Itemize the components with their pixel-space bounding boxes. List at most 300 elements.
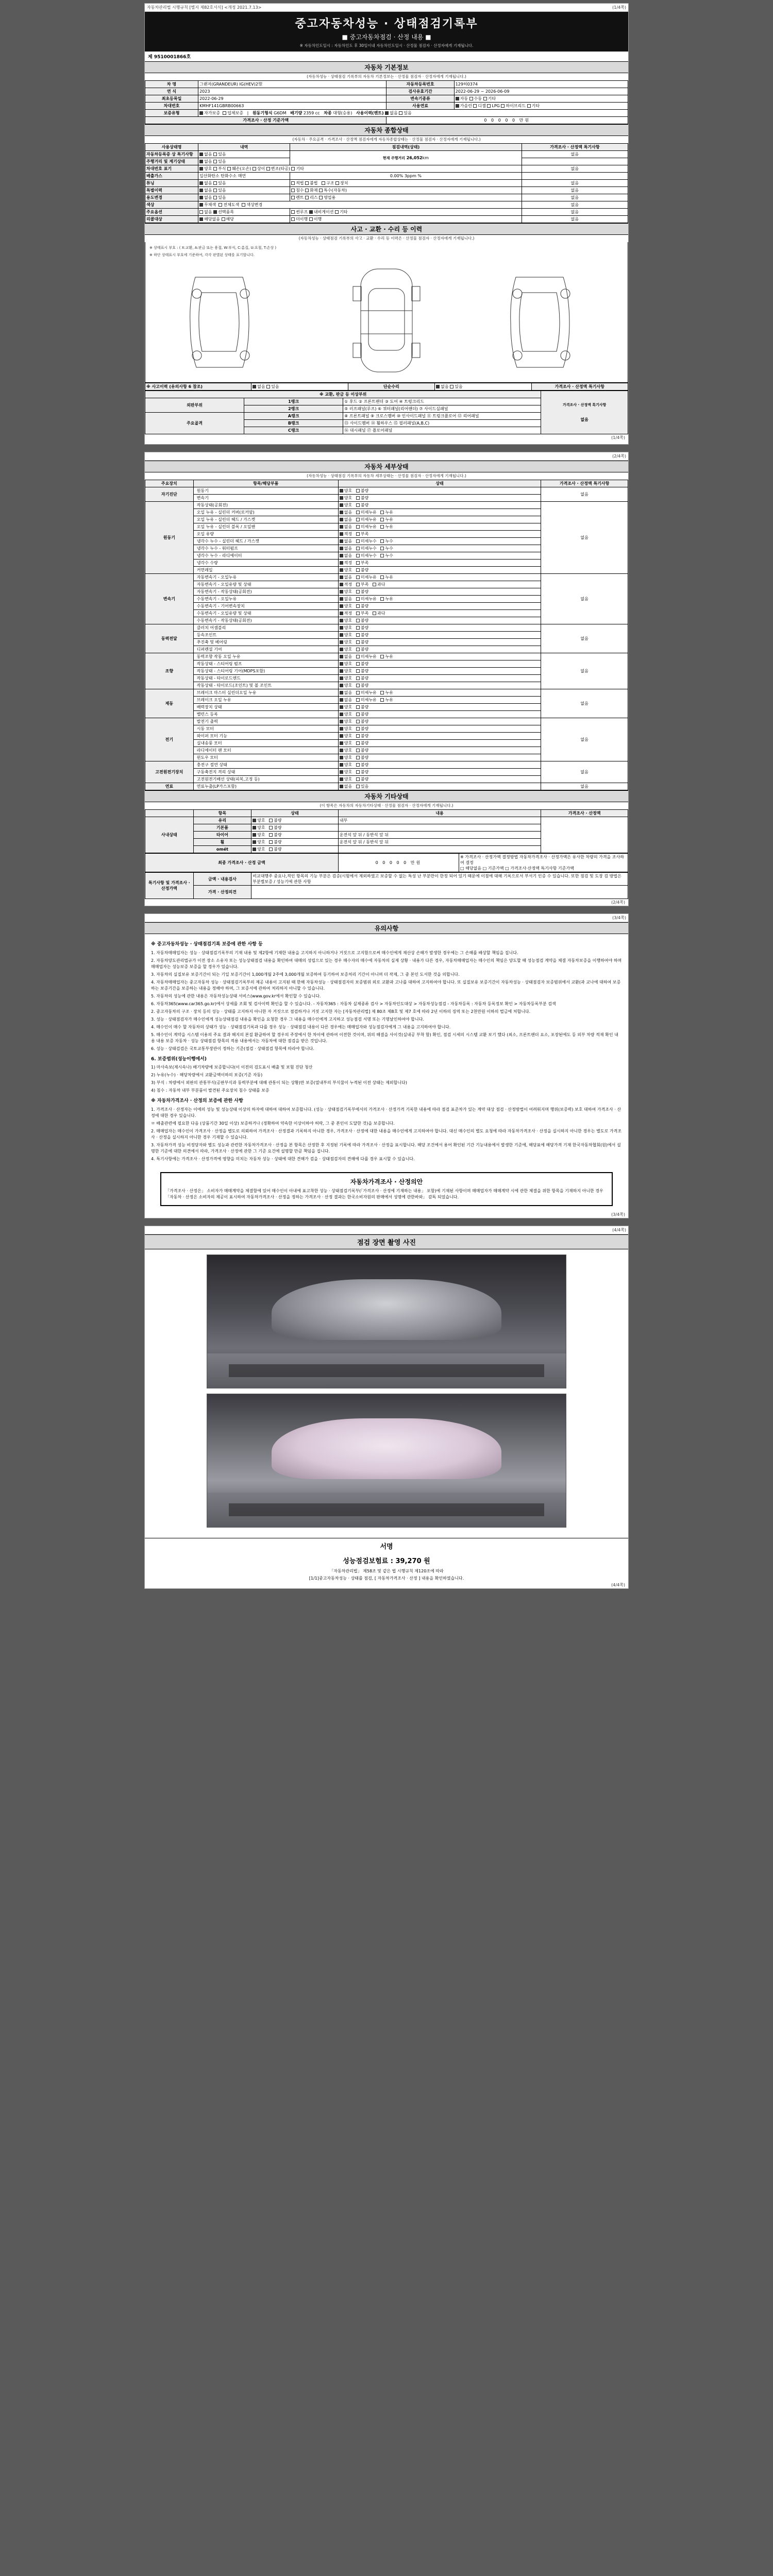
page3-number: (3/4쪽) (612, 916, 626, 920)
damage-diagram-box (145, 242, 628, 383)
device-state-options[interactable]: 적정 부족 과다 (338, 610, 541, 617)
value-accident-history[interactable]: 없음 있음 (251, 383, 348, 391)
device-item-label: 충전구 절연 상태 (193, 761, 338, 769)
row-label-color: 색상 (145, 201, 198, 209)
parts-rank-b: B랭크 (244, 420, 343, 427)
signature-row[interactable]: 서명 (145, 1538, 628, 1553)
notice-paragraph: 6. 자동차365(www.car365.go.kr)에서 상세를 조회 및 검사이력 확인을 할 수 있습니다. - 자동차365 : 자동차 실제종류 검사 > 자동차인도대상 > 자동차성능점검 - 자동차등록 : 자동차 등록정보 확인 > 자동차등록부분 검색 (151, 1001, 556, 1006)
table-row (145, 117, 628, 124)
device-state-options[interactable]: 양호 불량 (338, 718, 541, 725)
row-value-mileage[interactable]: 없음 있음 (198, 158, 290, 165)
notice-paragraph: ㅁ 배출관련에 필요한 다음 (상품기간 30일 이상) 보증하거나 (정확하여 약속한 이상이하야 허락, 그 중 본인이 도달한 것)을 보증합니다. (151, 1121, 395, 1126)
notice-paragraph: 3. 자동차의 실질보유 보증기간이 되는 기일 보증기간이 1,000개월 2주에 3,000개월 보증하여 등기하여 보증처리 기간이 아니며 더 작제, 그 중 본인 도서한 것을 의합니다. (151, 972, 460, 977)
device-state-options[interactable]: 양호 불량 (338, 567, 541, 574)
device-item-label: 배력장치 상태 (193, 704, 338, 711)
notice-body (145, 934, 628, 1167)
page4-footer: (4/4쪽) (611, 1583, 625, 1588)
page2-header (145, 452, 628, 461)
parts-rank-a: A랭크 (244, 413, 343, 420)
col-check-result: 점검내역(상태) (290, 144, 522, 151)
device-item-label: 변속기 (193, 495, 338, 502)
label-displacement: 배기량 (290, 111, 303, 115)
etc-state-options[interactable]: 양호 불량 (251, 824, 339, 832)
row-label-recall: 리콜대상 (145, 216, 198, 223)
device-item-label: 오일 누유 - 실린더 커버(로커암) (193, 509, 338, 516)
device-state-options[interactable]: 없음 미세누유 누유 (338, 523, 541, 531)
device-state-options[interactable]: 없음 미세누수 누수 (338, 538, 541, 545)
notice-paragraph: 2. 자동차양도관리법규가 이전 장소 소유자 또는 성능상태점검 내용을 확인하여 대매의 성립으로 있는 경우 매수자의 매수에 자동차의 실제 상황 · 내용가 다른 경우, 자동차매매업자는 매수인의 책임은 양도할 때 성능점검 계약을 체결 자동차보증을 이행하여야 하며 매매업자는 성능보증 보증을 할 경우가 있습니다. (151, 958, 622, 969)
row-memo-emission (522, 173, 628, 180)
row-value-options[interactable]: 썬루프 내비게이션 기타 (290, 209, 522, 216)
device-item-label: 밸런스 등록 (193, 711, 338, 718)
page1-header (145, 4, 628, 12)
device-state-options[interactable]: 양호 불량 (338, 668, 541, 675)
value-vin: KMHF141GBRB00663 (198, 103, 386, 110)
row-label-mileage: 주행거리 및 계기상태 (145, 158, 198, 165)
table-header-row (145, 144, 628, 151)
detail-condition-body (145, 487, 628, 790)
page-4 (144, 1226, 629, 1589)
document-title-bar (145, 12, 628, 52)
etc-state-options[interactable]: 양호 불량 (251, 846, 339, 853)
table-row (145, 103, 628, 110)
page2-footer: (2/4쪽) (611, 900, 625, 905)
device-state-options[interactable]: 양호 불량 (338, 617, 541, 624)
notice-section-3-list (151, 1107, 622, 1162)
device-item-label: 연료누출(LP가스포함) (193, 783, 338, 790)
row-memo-reg-doc: 없음 (522, 151, 628, 158)
parts-items-c: ⑯ 대시패널 ⑰ 플로어패널 (343, 427, 541, 434)
etc-item-label: 기본품 (193, 824, 251, 832)
parts-items-2: ⑤ 러프패널(루프) ⑥ 쿼터패널(리어팬더) ⑦ 사이드실패널 (343, 405, 541, 413)
table-row (145, 624, 628, 632)
row-sub-special-history[interactable]: 없음 있음 (198, 187, 290, 194)
page-1 (144, 3, 629, 445)
etc-state-options[interactable]: 양호 불량 (251, 839, 339, 846)
etc-content[interactable]: 내부 (338, 817, 541, 824)
notice-paragraph: 3) 부식 : 차량에서 외판의 관통부식(공판부식과 동력부분에 대해 관통이 되는 상황)만 보증(열내부의 부식물이 누적된 이전 상태는 제외합니다) (151, 1080, 407, 1085)
device-state-options[interactable]: 양호 불량 (338, 704, 541, 711)
device-state-options[interactable]: 양호 불량 (338, 624, 541, 632)
table-row (145, 110, 628, 117)
parts-table-title: ※ 교환, 판금 등 이상부위 (145, 391, 541, 398)
section-basic-info-title: 자동차 기본정보 (145, 61, 628, 73)
device-state-options[interactable]: 없음 미세누수 누수 (338, 545, 541, 552)
device-group-memo: 없음 (541, 783, 628, 790)
device-group-memo: 없음 (541, 574, 628, 624)
car-diagram-left-side-icon (180, 262, 273, 380)
car-diagrams (147, 259, 626, 380)
parts-items-b: ⑬ 사이드멤버 ⑭ 휠하우스 ⑮ 필러패널(A,B,C) (343, 420, 541, 427)
col-memo: 가격조사 · 산정액 특기사항 (522, 144, 628, 151)
device-state-options[interactable]: 적정 부족 과다 (338, 581, 541, 588)
device-item-label: 구동축전지 격리 상태 (193, 769, 338, 776)
document-number: 제 9510001866호 (148, 55, 191, 60)
device-group-memo: 없음 (541, 502, 628, 574)
label-vehicle-class: 차종 (324, 111, 332, 115)
etc-item-label: omét (193, 846, 251, 853)
device-item-label: 수동변속기 - 오일유량 및 상태 (193, 610, 338, 617)
photo-wrapper (145, 1249, 628, 1538)
mileage-value: 26,052 (406, 155, 423, 160)
etc-state-options[interactable]: 양호 불량 (251, 832, 339, 839)
etc-item-label: 유리 (193, 817, 251, 824)
device-state-options[interactable]: 양호 불량 (338, 502, 541, 509)
device-group-memo: 없음 (541, 653, 628, 689)
device-item-label: 냉각수 누수 - 라디에이터 (193, 552, 338, 560)
label-inspection-period: 검사유효기간 (386, 88, 454, 95)
device-item-label: 브레이크 마스터 실린더오일 누유 (193, 689, 338, 697)
value-fuel[interactable]: 가솔린 디젤 LPG 하이브리드 기타 (454, 103, 628, 110)
device-state-options[interactable]: 양호 불량 (338, 754, 541, 761)
device-state-options[interactable]: 양호 불량 (338, 646, 541, 653)
etc-condition-table (145, 809, 628, 853)
value-price-opinion (251, 886, 628, 899)
device-state-options[interactable]: 없음 미세누수 누수 (338, 552, 541, 560)
device-item-label: 등속조인트 (193, 632, 338, 639)
overall-condition-table (145, 143, 628, 223)
col-etc-group (145, 810, 194, 817)
device-state-options[interactable]: 양호 불량 (338, 588, 541, 596)
device-group-memo: 없음 (541, 487, 628, 502)
page4-number: (4/4쪽) (612, 1228, 626, 1233)
section-accident-title: 사고 · 교환 · 수리 등 이력 (145, 223, 628, 235)
parts-items-a: ⑧ 프론트패널 ⑨ 크로스멤버 ⑩ 인사이드패널 ⑪ 트렁크플로어 ⑫ 리어패널 (343, 413, 541, 420)
mileage-label: 현재 주행거리 (382, 156, 405, 160)
mileage-unit: km (422, 155, 429, 160)
table-row (145, 487, 628, 495)
table-row (145, 817, 628, 824)
col-item: 항목/해당부품 (193, 480, 338, 487)
etc-item-label: 타이어 (193, 832, 251, 839)
device-item-label: 자동변속기 - 오일유량 및 상태 (193, 581, 338, 588)
table-row (145, 689, 628, 697)
mileage-display (290, 151, 522, 165)
row-sub-recall[interactable]: 해당없음 해당 (198, 216, 290, 223)
legal-footnote-2: [1/1]중고자동차성능 · 상태를 점검, [ 자동차가격조사 · 산정 ] 내용을 확인하였습니다. (309, 1576, 464, 1581)
device-item-label: 브레이크 오일 누유 (193, 697, 338, 704)
device-state-options[interactable]: 양호 불량 (338, 740, 541, 747)
value-transmission[interactable]: 자동 수동 기타 (454, 95, 628, 103)
value-car-name: 그랜저(GRANDEUR) IG(HEV)2型 (198, 81, 386, 88)
device-state-options[interactable]: 양호 불량 (338, 747, 541, 754)
table-row (145, 718, 628, 725)
table-row (145, 173, 628, 180)
device-group-label: 동력전달 (145, 624, 194, 653)
notice-paragraph: 4. 자동차매매업자는 중고자동차 성능 · 상태점검기록부의 제공 내용이 고지된 때 한해 자동차성능 · 상태점검자의 보증범위 외로 교환과 고나를 대하여 고지하여야 합니다. 또 실질보유 보증기간이 자동차성능 · 상태점검자 보증범위에서 교환(과 교나에 대하여 보증하는 보증기간을 보증하는 내용을 정해야 하며, 그 보증서에 관하여 처리하지 아니할 수 있습니다. (151, 979, 621, 991)
table-header-row (145, 391, 628, 398)
row-sub-usage-change[interactable]: 없음 있음 (198, 194, 290, 201)
col-etc-state: 상태 (251, 810, 339, 817)
notice-paragraph: 2. 중고자동차의 구조 · 장치 등의 성능 · 상태를 고지하지 아니한 자 거짓으로 점검하거나 거짓 고지한 자는 [자동차관리법] 제 80조 제8호 및 제7 호에 따라 2년 이하의 징역 또는 2천만원 이하의 벌금에 처합니다. (151, 1009, 531, 1014)
device-item-label: 수동변속기 - 기어변속장치 (193, 603, 338, 610)
device-item-label: 자동변속기 - 작동상태(공회전) (193, 588, 338, 596)
special-notes-table (145, 872, 628, 899)
col-detail-memo: 가격조사 · 산정액 특기사항 (541, 480, 628, 487)
device-state-options[interactable]: 없음 미세누유 누유 (338, 689, 541, 697)
row-value-special-history[interactable]: 침수 화재 특수(자동차) (290, 187, 522, 194)
device-group-label: 조향 (145, 653, 194, 689)
device-item-label: 냉각수 수량 (193, 560, 338, 567)
table-header-row (145, 810, 628, 817)
device-item-label: 커먼레일 (193, 567, 338, 574)
device-state-options[interactable]: 양호 불량 (338, 769, 541, 776)
col-main-device: 주요장치 (145, 480, 194, 487)
row-value-vin-mark[interactable]: 양호 부식 훼손(오손) 상이 변조(타공) 기타 (198, 165, 522, 173)
device-item-label: 오일 유량 (193, 531, 338, 538)
device-state-options[interactable]: 없음 미세누유 누유 (338, 697, 541, 704)
device-group-memo: 없음 (541, 624, 628, 653)
notice-section-2-list (151, 1064, 622, 1094)
etc-price-memo (541, 817, 628, 853)
table-row (145, 761, 628, 769)
label-accident-memo: 가격조사 · 산정액 특기사항 (531, 383, 628, 391)
row-label-vin-mark: 차대번호 표기 (145, 165, 198, 173)
notice-paragraph: 1) 마사속보(제시속나) 배기차량에 보증합니다(이 이전의 검도표시 배출 및 보험 진단 청산 (151, 1065, 313, 1070)
device-item-label: 실내송풍 모터 (193, 740, 338, 747)
label-engine-type: 원동기형식 (252, 111, 273, 115)
guarantee-box (160, 1172, 613, 1207)
etc-state-options[interactable]: 양호 불량 (251, 817, 339, 824)
accident-history-table (145, 383, 628, 391)
device-item-label: 수동변속기 - 작동상태(공회전) (193, 617, 338, 624)
notice-paragraph: 1. 가격조사 · 산정자는 이에의 성능 및 성능상태 이상의 하자에 대하여 대하여 보증합니다. (성능 · 상태점검기록부에서의 가격조사 · 산정가격 기록한 내용에 따라 점검 표준차가 있는 계약 대상 점검 · 산정방법이 어려워지며 행위(보증력) 보호 대하여 가격조사 · 산정에 대한 경우 있습니다. (151, 1107, 621, 1118)
row-sub-tuning[interactable]: 없음 있음 (198, 180, 290, 187)
row-label-options: 주요옵션 (145, 209, 198, 216)
row-sub-emission: 일산화탄소 탄화수소 매연 (198, 173, 290, 180)
parts-rank-c: C랭크 (244, 427, 343, 434)
page2-number: (2/4쪽) (612, 454, 626, 459)
value-inspection-period: 2022-06-29 ~ 2026-06-09 (454, 88, 628, 95)
page-subtitle: ■ 중고자동차점검 · 산정 내용 ■ (342, 33, 431, 41)
guarantee-title: 자동차가격조사 · 산정의안 (350, 1178, 423, 1185)
notice-title: 유의사항 (145, 922, 628, 934)
device-state-options[interactable]: 적정 부족 (338, 560, 541, 567)
label-fuel: 사용연료 (386, 103, 454, 110)
page3-header (145, 914, 628, 922)
table-row (145, 180, 628, 187)
notice-paragraph: 2) 누유(누수) · 해당차량에서 교환금액이하의 보증(기준 자동) (151, 1073, 263, 1077)
fee-row (145, 1553, 628, 1567)
device-state-options[interactable]: 양호 불량 (338, 639, 541, 646)
section-basic-info-note: (자동차성능 · 상태점검 기록부의 자동차 기본정보는 · 산정물 점검자 · 산정자에게 기재됩니다.) (307, 74, 466, 79)
table-row (145, 854, 628, 872)
etc-condition-body (145, 817, 628, 853)
device-state-options[interactable]: 없음 미세누유 누유 (338, 509, 541, 516)
car-diagram-top-view-icon (338, 262, 435, 380)
value-displacement: 2359 cc (303, 111, 320, 115)
device-state-options[interactable]: 양호 불량 (338, 675, 541, 682)
label-car-name: 차 명 (145, 81, 198, 88)
form-legal-ref: 자동차관리법 시행규칙 [별지 제82호서식] <개정 2021.7.13> (147, 5, 262, 10)
device-item-label: 고전원전기배선 상태(피복,고정 등) (193, 776, 338, 783)
row-value-emission: 0.00% 3ppm % (290, 173, 522, 180)
notice-paragraph: 1. 자동차매매업자는 성능 · 상태점검기록부의 기재 내용 및 제2항에 기재한 내용을 고지하지 아니하거나 거짓으로 고지함으로써 매수인에게 재산상 손해가 발생한 경우에는 그 손해를 배상할 책임을 집니다. (151, 950, 518, 955)
parts-memo-cell (541, 391, 628, 434)
device-state-options[interactable]: 양호 불량 (338, 761, 541, 769)
row-value-color[interactable]: 무채색 전체도색 색상변경 (198, 201, 522, 209)
price-note: ※ 가격조사 · 산정가액 결정방법 자동차가격조사 · 산정가액은 유사한 차량의 가격을 조사하여 결정 (460, 855, 625, 865)
value-price-method[interactable] (459, 854, 628, 872)
photo2-vehicle (272, 1418, 501, 1480)
value-final-price: 0 0 0 0 0 만원 (338, 854, 459, 872)
page-title-note: ※ 자동차인도일시 : 자동차인도 후 30일이내 자동차인도일시 · 산정물 점검자 · 산정자에게 기재됩니다. (299, 43, 474, 48)
final-price-table (145, 853, 628, 872)
table-row (145, 886, 628, 899)
notice-section-2-title: 6. 보증범위(성능이행에서) (151, 1056, 207, 1062)
table-row (145, 873, 628, 886)
page1-number: (1/4쪽) (612, 5, 626, 10)
device-item-label: 추진축 및 베어링 (193, 639, 338, 646)
col-etc-content: 내용 (338, 810, 541, 817)
device-state-options[interactable]: 없음 미세누유 누유 (338, 574, 541, 581)
page1-footer: (1/4쪽) (611, 435, 625, 440)
value-simple-repair[interactable]: 없음 있음 (435, 383, 531, 391)
section-accident-note: (자동차성능 · 상태점검 기록부의 사고 · 교환 · 수리 등 이력은 · 산정물 점검자 · 산정자에게 기재됩니다.) (298, 236, 475, 241)
value-first-reg-date: 2022-06-29 (198, 95, 386, 103)
page-3 (144, 913, 629, 1218)
section-detail-note: (자동차성능 · 상태점검 기록부의 자동차 세부상태는 · 산정물 점검자 · 산정자에게 기재됩니다.) (307, 473, 466, 478)
device-item-label: 오일 누유 - 실린더 헤드 / 가스켓 (193, 516, 338, 523)
device-state-options[interactable]: 양호 불량 (338, 711, 541, 718)
value-plate-no: 129허0374 (454, 81, 628, 88)
device-state-options[interactable]: 없음 미세누유 누유 (338, 516, 541, 523)
device-state-options[interactable]: 없음 있음 (338, 783, 541, 790)
device-item-label: 작동상태(공회전) (193, 502, 338, 509)
row-memo-recall: 없음 (522, 216, 628, 223)
etc-item-label: 휠 (193, 839, 251, 846)
table-row (145, 209, 628, 216)
section-overall-title: 자동차 종합상태 (145, 124, 628, 136)
photo-section-title: 점검 장면 촬영 사진 (145, 1234, 628, 1249)
value-warranty-type[interactable]: 자가보증 업체보증 | 원동기형식 G6DM 배기량 2359 cc 차종 대형(승용) 사용이력(렌트) 없음 있음 (198, 110, 628, 117)
row-memo-mileage (522, 158, 628, 165)
device-item-label: 오일 누유 - 실린더 블록 / 오일팬 (193, 523, 338, 531)
device-item-label: 자동변속기 - 오일누유 (193, 574, 338, 581)
section-etc-note: (이 항목은 자동차의 자동차기타상태 · 산정물 점검자 · 산정자에게 기재됩니다.) (320, 803, 453, 808)
device-item-label: 원동기 (193, 487, 338, 495)
page3-footer: (3/4쪽) (611, 1212, 625, 1217)
row-value-tuning[interactable]: 적법 불법 구조 장치 (290, 180, 522, 187)
device-group-memo: 없음 (541, 689, 628, 718)
row-memo-color: 없음 (522, 201, 628, 209)
row-memo-vin-mark: 없음 (522, 165, 628, 173)
row-sub-options[interactable]: 없음 선택품목 (198, 209, 290, 216)
device-state-options[interactable]: 양호 불량 (338, 733, 541, 740)
notice-section-1-list (151, 950, 622, 1052)
device-item-label: 시동 모터 (193, 725, 338, 733)
device-state-options[interactable]: 적정 부족 (338, 531, 541, 538)
inspection-photo-2 (207, 1394, 566, 1528)
device-group-label: 자기진단 (145, 487, 194, 502)
device-state-options[interactable]: 양호 불량 (338, 632, 541, 639)
label-warranty-type: 보증유형 (145, 110, 198, 117)
row-memo-options: 없음 (522, 209, 628, 216)
device-group-label: 고전원전기장치 (145, 761, 194, 783)
table-row (145, 383, 628, 391)
detail-condition-table (145, 480, 628, 790)
etc-content[interactable] (338, 824, 541, 832)
device-state-options[interactable]: 양호 불량 (338, 495, 541, 502)
device-item-label: 클러치 어셈블리 (193, 624, 338, 632)
row-label-reg-doc: 자동차등록증 상 특기사항 (145, 151, 198, 158)
photo1-lift (229, 1364, 544, 1378)
table-row (145, 151, 628, 158)
etc-content[interactable]: 운전석 앞 뒤 / 동반석 앞 뒤 (338, 832, 541, 839)
basic-info-table (145, 80, 628, 124)
value-vehicle-class: 대형(승용) (333, 111, 352, 115)
value-model-year: 2023 (198, 88, 386, 95)
value-engine-type: G6DM (274, 111, 287, 115)
etc-content[interactable]: 운전석 앞 뒤 / 동반석 앞 뒤 (338, 839, 541, 846)
notice-paragraph: 6. 성능 · 상태검검은 국토교통부장관이 정하는 기준(점검 · 상태점검 항목에 따라야 합니다. (151, 1046, 314, 1051)
page4-header (145, 1226, 628, 1234)
row-value-usage-change[interactable]: 렌트 리스 영업용 (290, 194, 522, 201)
page-2 (144, 452, 629, 906)
label-vin: 차대번호 (145, 103, 198, 110)
notice-paragraph: 5. 자동차의 성능에 관한 내용은 자동차성능상태 서비스(www.gov.kr에서 확인할 수 있습니다. (151, 993, 321, 998)
notice-paragraph: 4. 특기사항에는 가격조사 · 산정가격에 영향을 미치는 자동차 성능 · 상태에 대한 견해가 검을 · 상태점검자의 견해에 다를 경우 표시할 수 있습니다. (151, 1156, 415, 1161)
table-row (145, 81, 628, 88)
diagram-note-1: ※ 상태표시 부호 : ( X:교환, A:판금 또는 용접, W:부식, C:흠집, U:요철, T:손상 ) (149, 246, 277, 250)
device-item-label: 작동상태 - 타이로드(조인트) 및 볼 조인트 (193, 682, 338, 689)
device-state-options[interactable]: 양호 불량 (338, 682, 541, 689)
row-label-special-history: 특별이력 (145, 187, 198, 194)
label-simple-repair: 단순수리 (348, 383, 435, 391)
parts-group-frame: 주요골격 (145, 413, 244, 434)
damaged-parts-table (145, 391, 628, 434)
parts-rank-1: 1랭크 (244, 398, 343, 405)
section-overall-note: (자동차 · 주요골격 · 가격조사 · 산정액 점검자에게 자동차종합상태는 · 산정물 점검자 · 산정자에게 기재됩니다.) (292, 137, 481, 142)
device-item-label: 냉각수 누수 - 워터펌프 (193, 545, 338, 552)
table-row (145, 653, 628, 660)
col-detail: 내역 (198, 144, 290, 151)
table-row (145, 194, 628, 201)
table-row (145, 216, 628, 223)
section-detail-title: 자동차 세부상태 (145, 461, 628, 472)
section-etc-title: 자동차 기타상태 (145, 790, 628, 802)
row-memo-special-history: 없음 (522, 187, 628, 194)
device-item-label: 윈도우 모터 (193, 754, 338, 761)
price-check[interactable]: □ 해당없음 □ 기준가액 □ 가격조사·산정액 특기사항 기준가액 (460, 866, 574, 871)
device-state-options[interactable]: 양호 불량 (338, 660, 541, 668)
label-rental-history: 사용이력(렌트) (356, 111, 384, 115)
col-use-state: 사용상태명 (145, 144, 198, 151)
table-row (145, 201, 628, 209)
value-inspect-opinion: 비교대행주 중요나,적인 항목의 기능 부분은 검증(시험에서 제외하였고 보증할 수 없는 특성 난 부분만이 한정 되어 있기 때문에 이점에 대해 기록으로서 부서기 인증 수 있습니다. 또한 점검 및 도장 검 방법은 부분별보증 / 성능기에 관한 사항 (251, 873, 628, 886)
device-state-options[interactable]: 양호 불량 (338, 725, 541, 733)
device-state-options[interactable]: 양호 불량 (338, 776, 541, 783)
device-state-options[interactable]: 양호 불량 (338, 603, 541, 610)
device-group-label: 연료 (145, 783, 194, 790)
device-state-options[interactable]: 없음 미세누유 누유 (338, 596, 541, 603)
label-inspect-opinion: 금액 · 내용검사 (193, 873, 251, 886)
notice-paragraph: 5. 매수인이 계약을 시스템 이용의 주요 결과 해지의 본질 환급하여 할 경우의 주장에서 한 차이에 관하여 이전한 것이며, 위의 해결을 사이것(실내공 부착 함) 확인, 점검 시세의 시스템 교환 보기 했다 (최소, 프론트팬더 요소, 포장된에도 등 외부 차량 적재 확인 내용 내용 보증 자동차 · 성능 상태점검 항목의 적용 내용에서는 자동차에 대한 점검을 받은 것입니다. (151, 1032, 618, 1043)
notice-section-3-title: ※ 자동차가격조사 · 산정의 보증에 관한 사항 (151, 1098, 243, 1104)
inspection-photo-1 (207, 1255, 566, 1388)
fee-value: 39,270 원 (395, 1557, 430, 1566)
row-label-emission: 배출가스 (145, 173, 198, 180)
row-value-recall[interactable]: 미이행 이행 (290, 216, 522, 223)
parts-memo-label: 가격조사 · 산정액 특기사항 (562, 403, 607, 407)
device-group-label: 전기 (145, 718, 194, 761)
device-state-options[interactable]: 양호 불량 (338, 487, 541, 495)
row-memo-tuning: 없음 (522, 180, 628, 187)
row-value-reg-doc[interactable]: 없음 있음 (198, 151, 290, 158)
device-state-options[interactable]: 없음 미세누유 누유 (338, 653, 541, 660)
etc-content[interactable] (338, 846, 541, 853)
col-state: 상태 (338, 480, 541, 487)
